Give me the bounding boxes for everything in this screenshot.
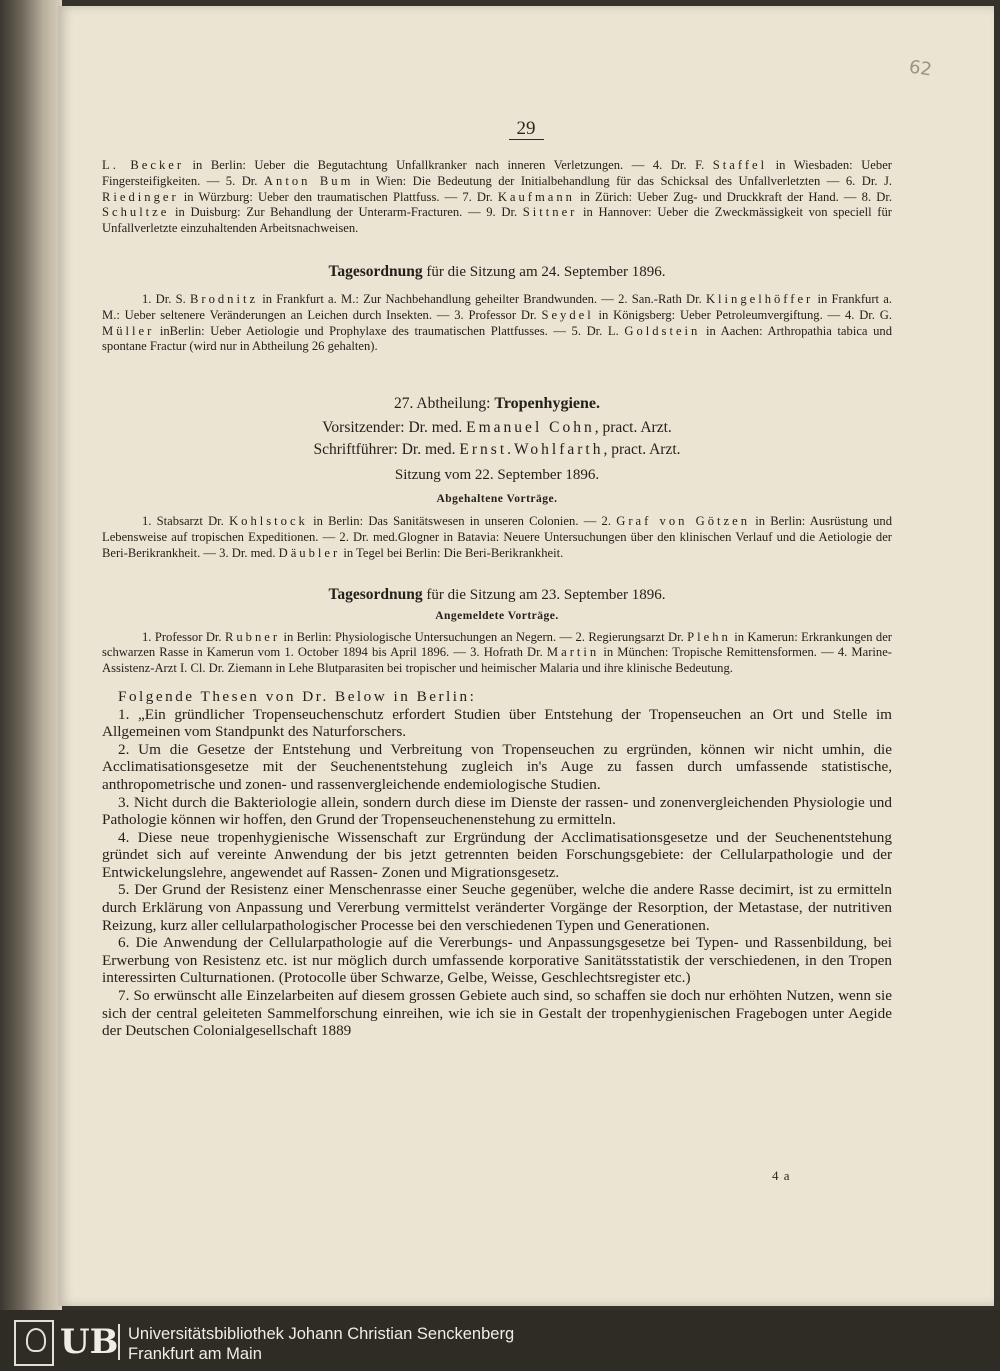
library-name: [128, 1324, 514, 1364]
registered-talks-heading: Angemeldete Vorträge.: [435, 609, 559, 622]
ub-logo: UB: [60, 1322, 119, 1362]
logo-divider: [118, 1324, 120, 1360]
agenda-23-sept-text: 1. Professor Dr. Rubner in Berlin: Physiologische Untersuchungen an Negern. — 2. Regierungsarzt Dr. Plehn in Kamerun: Erkrankungen der schwarzen Rasse in Kamerun vom 1. October 1894 bis April 1896. — 3. Hofrath Dr. Martin in München: Tropische Remittensformen. — 4. Marine-Assistenz-Arzt I. Cl. Dr. Ziemann in Lehe Blutparasiten bei tropischer und heimischer Malaria und ihre klinische Bedeutung.: [102, 629, 892, 676]
thesis-4: 4. Diese neue tropenhygienische Wissenschaft zur Ergründung der Acclimatisationsgesetze und der Seuchenentstehung gründet sich auf vereinte Anwendung der bis jetzt getrennten beiden Forschungsgebiete: der Cellularpathologie und der Entwickelungslehre, angewendet auf Rassen- Zonen und Migrationsgesetz.: [102, 828, 892, 881]
pencil-page-mark: 62: [907, 56, 934, 81]
thesis-6: 6. Die Anwendung der Cellularpathologie auf die Vererbungs- und Anpassungsgesetze bei Typen- und Rassenbildung, bei Erwerbung von Resistenz etc. ist nur möglich durch umfassende korporative Sanitätsstatistik der verschiedenen, in den Tropen interessirten Culturnationen. (Protocolle über Schwarze, Gelbe, Weisse, Geschlechtsregister etc.): [102, 934, 892, 987]
book-binding: [0, 0, 62, 1310]
held-talks-heading: Abgehaltene Vorträge.: [436, 493, 558, 506]
thesis-2: 2. Um die Gesetze der Entstehung und Verbreitung von Tropenseuchen zu ergründen, können wir nicht umhin, die Acclimatisationsgesetze mit der Seuchenentstehung zugleich in's Auge zu fassen durch umfassende statistische, anthropometrische und zonen- und rassenvergleichende endemiologische Studien.: [102, 740, 892, 793]
thesis-5: 5. Der Grund der Resistenz einer Menschenrasse einer Seuche gegenüber, welche die andere Rasse decimirt, ist zu ermitteln durch Erklärung von Anpassung und Vererbung vermittelst veränderter Vorgänge der Resorption, der Metastase, der nutritiven Reizung, kurz aller cellularpathologischer Processe bei den verschiedenen Typen und Generationen.: [102, 881, 892, 934]
held-talks-text: 1. Stabsarzt Dr. Kohlstock in Berlin: Das Sanitätswesen in unseren Colonien. — 2. Graf von Götzen in Berlin: Ausrüstung und Lebensweise auf tropischen Expeditionen. — 2. Dr. med.Glogner in Batavia: Neuere Untersuchungen über den klinischen Verlauf und die Aetiologie der Beri-Berikrankheit. — 3. Dr. med. Däubler in Tegel bei Berlin: Die Beri-Berikrankheit.: [102, 514, 892, 560]
secretary-line: Schriftführer: Dr. med. Ernst.Wohlfarth, pract. Arzt.: [313, 441, 681, 459]
agenda-heading-24-sept: Tagesordnung für die Sitzung am 24. September 1896.: [328, 262, 666, 280]
theses-intro: Folgende Thesen von Dr. Below in Berlin:: [118, 687, 477, 705]
thesis-7: 7. So erwünscht alle Einzelarbeiten auf diesem grossen Gebiete auch sind, so schaffen sie doch nur erhöhten Nutzen, wenn sie sich der central geleiteten Sammelforschung einreihen, wie ich sie in Gestalt der tropenhygienischen Fragebogen unter Aegide der Deutschen Colonialgesellschaft 1889: [102, 987, 892, 1040]
printer-signature: 4 a: [772, 1168, 791, 1183]
library-name-line-2: Frankfurt am Main: [128, 1345, 262, 1363]
meeting-date: Sitzung vom 22. September 1896.: [394, 467, 600, 484]
thesis-3: 3. Nicht durch die Bakteriologie allein, sondern durch diese im Dienste der rassen- und zonenvergleichenden Physiologie und Pathologie können wir hoffen, den Grund der Tropenseuchenenstehung zu ermitteln.: [102, 793, 892, 829]
library-footer: [0, 1310, 1000, 1371]
page-content: [102, 158, 892, 1040]
page-number: 29: [58, 118, 994, 140]
document-page: [58, 6, 994, 1306]
intro-paragraph: L. Becker in Berlin: Ueber die Begutachtung Unfallkranker nach inneren Verletzungen. — 4. Dr. F. Staffel in Wiesbaden: Ueber Fingersteifigkeiten. — 5. Dr. Anton Bum in Wien: Die Bedeutung der Initialbehandlung für das Schicksal des Unfallverletzten — 6. Dr. J. Riedinger in Würzburg: Ueber den traumatischen Plattfuss. — 7. Dr. Kaufmann in Zürich: Ueber Zug- und Druckkraft der Hand. — 8. Dr. Schultze in Duisburg: Zur Behandlung der Unterarm-Fracturen. — 9. Dr. Sittner in Hannover: Ueber die Zweckmässigkeit von speciell für Unfallverletzte einzuhaltenden Arbeitsnachweisen.: [102, 158, 892, 236]
agenda-24-sept-text: 1. Dr. S. Brodnitz in Frankfurt a. M.: Zur Nachbehandlung geheilter Brandwunden. — 2. San.-Rath Dr. Klingelhöffer in Frankfurt a. M.: Ueber seltenere Veränderungen an Leichen durch Insekten. — 3. Professor Dr. Seydel in Königsberg: Ueber Petroleumvergiftung. — 4. Dr. G. Müller inBerlin: Ueber Aetiologie und Prophylaxe des traumatischen Plattfusses. — 5. Dr. L. Goldstein in Aachen: Arthropathia tabica und spontane Fractur (wird nur in Abtheilung 26 gehalten).: [102, 291, 893, 354]
agenda-heading-23-sept: Tagesordnung für die Sitzung am 23. September 1896.: [328, 585, 666, 603]
chairman-line: Vorsitzender: Dr. med. Emanuel Cohn, pract. Arzt.: [322, 419, 672, 437]
section-title-tropenhygiene: 27. Abtheilung: Tropenhygiene.: [394, 395, 600, 413]
library-name-line-1: Universitätsbibliothek Johann Christian Senckenberg: [128, 1325, 515, 1343]
senckenberg-portrait-logo-icon: [14, 1320, 54, 1366]
thesis-1: 1. „Ein gründlicher Tropenseuchenschutz erfordert Studien über Entstehung der Tropenseuchen an Ort und Stelle im Allgemeinen vom Standpunkt des Naturforschers.: [102, 705, 892, 741]
